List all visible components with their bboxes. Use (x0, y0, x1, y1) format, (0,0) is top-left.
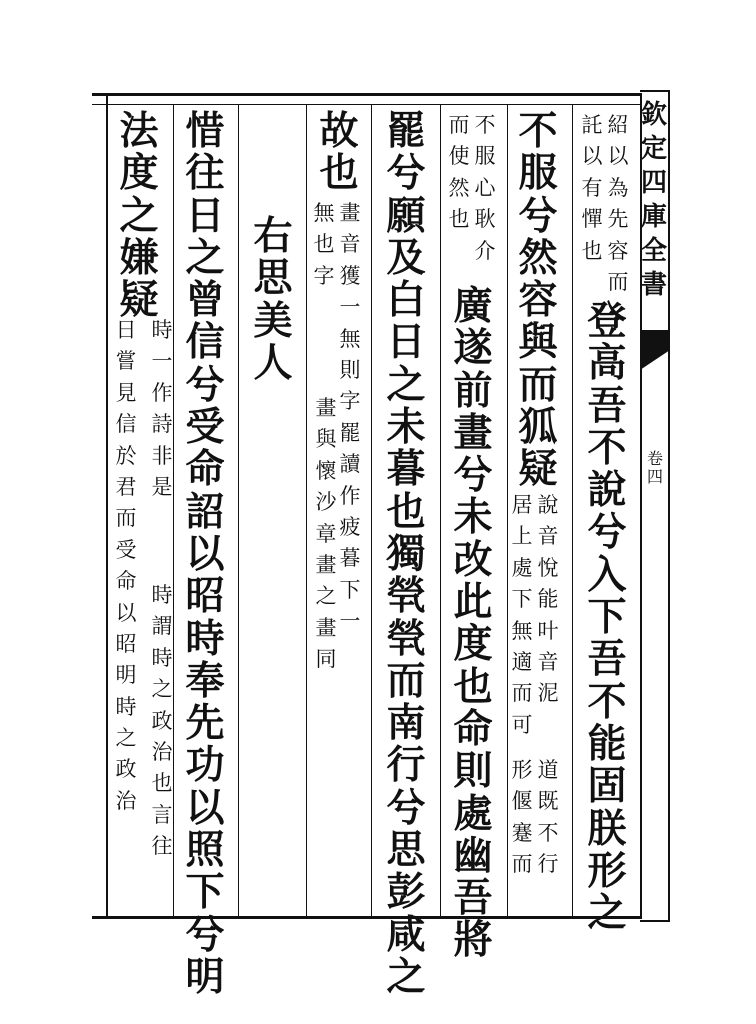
column-divider (440, 105, 441, 916)
glyph: 音 (339, 232, 361, 257)
glyph: 音 (537, 649, 559, 674)
glyph: 以 (185, 784, 225, 831)
glyph: 法 (119, 108, 159, 154)
edge-top-rule (640, 90, 670, 92)
glyph: 南 (386, 700, 426, 747)
glyph: 一 (339, 295, 361, 320)
glyph: 為 (607, 175, 629, 200)
glyph: 可 (511, 712, 533, 737)
glyph: 說 (537, 493, 559, 517)
annotation-col (536, 490, 560, 741)
glyph: 而 (448, 113, 470, 137)
glyph: 將 (453, 917, 493, 964)
glyph: 音 (537, 524, 559, 549)
glyph: 然 (448, 175, 470, 200)
glyph: 日 (115, 318, 137, 342)
glyph: 道 (537, 758, 559, 782)
glyph: 煢 (386, 615, 426, 662)
glyph: 及 (386, 234, 426, 281)
glyph: 受 (115, 537, 137, 562)
glyph: 也 (581, 238, 603, 263)
column-divider (306, 105, 307, 916)
glyph: 詔 (185, 488, 225, 535)
glyph: 廣 (453, 283, 493, 329)
annotation-col (314, 393, 338, 676)
top-rule (92, 93, 640, 96)
glyph: 也 (313, 232, 335, 257)
glyph: 有 (581, 175, 603, 200)
glyph: 不 (587, 678, 627, 725)
volume-label (645, 450, 665, 486)
glyph: 吾 (587, 382, 627, 429)
glyph: 而 (607, 269, 629, 294)
edge-bottom-rule (640, 920, 670, 922)
glyph: 惜 (185, 108, 225, 154)
glyph: 四 (640, 168, 667, 198)
glyph: 說 (587, 467, 627, 514)
glyph: 吾 (587, 636, 627, 683)
glyph: 然 (518, 234, 558, 281)
glyph: 以 (115, 600, 137, 625)
glyph: 照 (185, 827, 225, 874)
glyph: 不 (518, 108, 558, 154)
glyph: 也 (386, 488, 426, 535)
glyph: 字 (339, 389, 361, 414)
glyph: 適 (511, 649, 533, 674)
glyph: 章 (315, 521, 337, 546)
glyph: 兮 (185, 361, 225, 408)
glyph: 受 (185, 404, 225, 451)
glyph: 時 (115, 694, 137, 719)
main-text-column (318, 110, 360, 195)
glyph: 也 (151, 771, 173, 796)
glyph: 命 (185, 446, 225, 493)
top-rule-inner (92, 104, 640, 105)
glyph: 咸 (386, 911, 426, 958)
glyph: 既 (537, 789, 559, 814)
column-divider (507, 105, 508, 916)
glyph: 庫 (640, 202, 667, 232)
glyph: 使 (448, 144, 470, 169)
glyph: 能 (587, 720, 627, 767)
glyph: 容 (518, 277, 558, 324)
glyph: 無 (511, 618, 533, 643)
glyph: 改 (453, 536, 493, 583)
glyph: 治 (151, 739, 173, 764)
glyph: 之 (315, 584, 337, 609)
glyph: 治 (115, 788, 137, 813)
glyph: 曾 (185, 277, 225, 324)
glyph: 兮 (453, 452, 493, 499)
annotation-pair (447, 110, 497, 267)
glyph: 時 (151, 583, 173, 607)
glyph: 獲 (339, 263, 361, 288)
glyph: 也 (448, 207, 470, 232)
glyph: 畫 (315, 615, 337, 640)
glyph: 四 (646, 467, 663, 486)
glyph: 畫 (315, 552, 337, 577)
annotation-col (150, 315, 174, 503)
glyph: 命 (453, 705, 493, 752)
glyph: 服 (474, 144, 496, 169)
glyph: 信 (185, 319, 225, 366)
glyph: 憚 (581, 207, 603, 232)
glyph: 全 (640, 236, 667, 266)
main-text-column (517, 110, 559, 491)
glyph: 右 (253, 213, 293, 259)
glyph: 昭 (185, 573, 225, 620)
glyph: 之 (115, 726, 137, 751)
glyph: 未 (386, 404, 426, 451)
glyph: 之 (119, 192, 159, 239)
glyph: 於 (115, 443, 137, 468)
glyph: 下 (511, 587, 533, 612)
glyph: 泥 (537, 681, 559, 706)
glyph: 無 (313, 201, 335, 225)
glyph: 人 (253, 339, 293, 386)
glyph: 一 (339, 609, 361, 634)
glyph: 兮 (185, 911, 225, 958)
main-text-column (385, 110, 427, 998)
glyph: 疑 (119, 277, 159, 324)
annotation-col (338, 198, 362, 637)
glyph: 願 (386, 192, 426, 239)
glyph: 往 (151, 834, 173, 859)
glyph: 下 (587, 594, 627, 641)
glyph: 白 (386, 277, 426, 324)
annotation-col (510, 755, 534, 881)
glyph: 字 (313, 263, 335, 288)
annotation-col (580, 110, 604, 298)
glyph: 之 (151, 677, 173, 702)
glyph: 形 (511, 758, 533, 782)
glyph: 以 (581, 144, 603, 169)
glyph: 書 (640, 270, 667, 300)
glyph: 讀 (339, 452, 361, 477)
section-heading-column (252, 215, 294, 384)
annotation-col (114, 315, 138, 817)
glyph: 則 (453, 748, 493, 795)
glyph: 無 (339, 326, 361, 351)
annotation-col (606, 110, 630, 298)
glyph: 形 (587, 847, 627, 894)
glyph: 介 (474, 238, 496, 263)
glyph: 明 (115, 663, 137, 688)
glyph: 下 (339, 577, 361, 602)
glyph: 往 (185, 150, 225, 197)
glyph: 政 (115, 757, 137, 782)
glyph: 沙 (315, 490, 337, 515)
glyph: 前 (453, 367, 493, 414)
glyph: 兮 (587, 509, 627, 556)
glyph: 未 (453, 494, 493, 541)
glyph: 心 (474, 175, 496, 200)
glyph: 時 (185, 615, 225, 662)
glyph: 日 (386, 319, 426, 366)
glyph: 之 (386, 361, 426, 408)
column-divider (238, 105, 239, 916)
glyph: 固 (587, 763, 627, 810)
fish-tail-mark (640, 330, 670, 370)
glyph: 也 (319, 150, 359, 197)
glyph: 度 (453, 621, 493, 668)
glyph: 叶 (537, 618, 559, 643)
glyph: 暮 (339, 546, 361, 571)
annotation-col (150, 580, 174, 863)
glyph: 則 (339, 357, 361, 382)
annotation-col (447, 110, 471, 267)
glyph: 行 (386, 742, 426, 789)
glyph: 而 (511, 681, 533, 706)
glyph: 容 (607, 238, 629, 263)
glyph: 懷 (315, 458, 337, 483)
glyph: 先 (185, 700, 225, 747)
glyph: 處 (511, 555, 533, 580)
glyph: 之 (386, 953, 426, 1000)
glyph: 作 (339, 483, 361, 508)
glyph: 畫 (453, 409, 493, 456)
glyph: 一 (151, 349, 173, 374)
glyph: 蹇 (511, 820, 533, 845)
glyph: 信 (115, 412, 137, 437)
column-divider (371, 105, 372, 916)
glyph: 卷 (646, 449, 663, 468)
glyph: 疲 (339, 514, 361, 539)
glyph: 也 (453, 663, 493, 710)
glyph: 暮 (386, 446, 426, 493)
glyph: 思 (386, 827, 426, 874)
glyph: 兮 (386, 150, 426, 197)
glyph: 能 (537, 587, 559, 612)
glyph: 命 (115, 569, 137, 594)
glyph: 昭 (115, 631, 137, 656)
glyph: 罷 (386, 108, 426, 154)
glyph: 君 (115, 474, 137, 499)
main-text-column (586, 298, 628, 937)
glyph: 之 (587, 890, 627, 937)
column-divider (572, 105, 573, 916)
annotation-col (473, 110, 497, 267)
glyph: 而 (115, 506, 137, 531)
glyph: 思 (253, 255, 293, 302)
glyph: 畫 (315, 396, 337, 420)
glyph: 紹 (607, 113, 629, 137)
glyph: 與 (315, 427, 337, 452)
glyph: 吾 (453, 875, 493, 922)
glyph: 不 (537, 820, 559, 845)
glyph: 美 (253, 297, 293, 344)
glyph: 朕 (587, 805, 627, 852)
glyph: 上 (511, 524, 533, 549)
glyph: 高 (587, 340, 627, 387)
annotation-pair (580, 110, 630, 298)
glyph: 時 (151, 318, 173, 342)
glyph: 與 (518, 319, 558, 366)
glyph: 嘗 (115, 349, 137, 374)
glyph: 功 (185, 742, 225, 789)
glyph: 政 (151, 708, 173, 733)
glyph: 居 (511, 493, 533, 517)
glyph: 而 (511, 852, 533, 877)
glyph: 服 (518, 150, 558, 197)
glyph: 同 (315, 647, 337, 672)
glyph: 託 (581, 113, 603, 137)
glyph: 疑 (518, 446, 558, 493)
glyph: 狐 (518, 404, 558, 451)
glyph: 奉 (185, 657, 225, 704)
glyph: 謂 (151, 614, 173, 639)
glyph: 畫 (339, 201, 361, 225)
main-text-column (118, 108, 160, 324)
glyph: 以 (607, 144, 629, 169)
glyph: 偃 (511, 789, 533, 814)
glyph: 兮 (518, 192, 558, 239)
book-title (637, 98, 671, 302)
glyph: 行 (537, 852, 559, 877)
glyph: 詩 (151, 412, 173, 437)
glyph: 此 (453, 579, 493, 626)
glyph: 以 (185, 530, 225, 577)
glyph: 明 (185, 953, 225, 1000)
glyph: 不 (474, 113, 496, 137)
glyph: 而 (518, 361, 558, 408)
glyph: 獨 (386, 530, 426, 577)
glyph: 欽 (640, 100, 667, 130)
glyph: 定 (640, 134, 667, 164)
glyph: 下 (185, 869, 225, 916)
annotation-col (510, 490, 534, 741)
glyph: 作 (151, 380, 173, 405)
annotation-col (536, 755, 560, 881)
main-text-column (452, 285, 494, 962)
bottom-rule (92, 916, 640, 919)
glyph: 先 (607, 207, 629, 232)
glyph: 悅 (537, 555, 559, 580)
glyph: 遂 (453, 325, 493, 372)
annotation-pair (510, 490, 560, 741)
glyph: 登 (587, 298, 627, 344)
main-text-column (184, 110, 226, 998)
glyph: 言 (151, 802, 173, 827)
glyph: 是 (151, 474, 173, 499)
glyph: 非 (151, 443, 173, 468)
annotation-pair (510, 755, 560, 881)
glyph: 故 (319, 108, 359, 154)
glyph: 幽 (453, 832, 493, 879)
glyph: 時 (151, 645, 173, 670)
glyph: 處 (453, 790, 493, 837)
glyph: 入 (587, 551, 627, 598)
glyph: 兮 (386, 784, 426, 831)
glyph: 煢 (386, 573, 426, 620)
glyph: 度 (119, 150, 159, 197)
glyph: 而 (386, 657, 426, 704)
left-border (106, 96, 108, 916)
glyph: 耿 (474, 207, 496, 232)
glyph: 之 (185, 234, 225, 281)
glyph: 不 (587, 424, 627, 471)
glyph: 罷 (339, 420, 361, 445)
glyph: 日 (185, 192, 225, 239)
glyph: 彭 (386, 869, 426, 916)
glyph: 嫌 (119, 234, 159, 281)
glyph: 見 (115, 380, 137, 405)
